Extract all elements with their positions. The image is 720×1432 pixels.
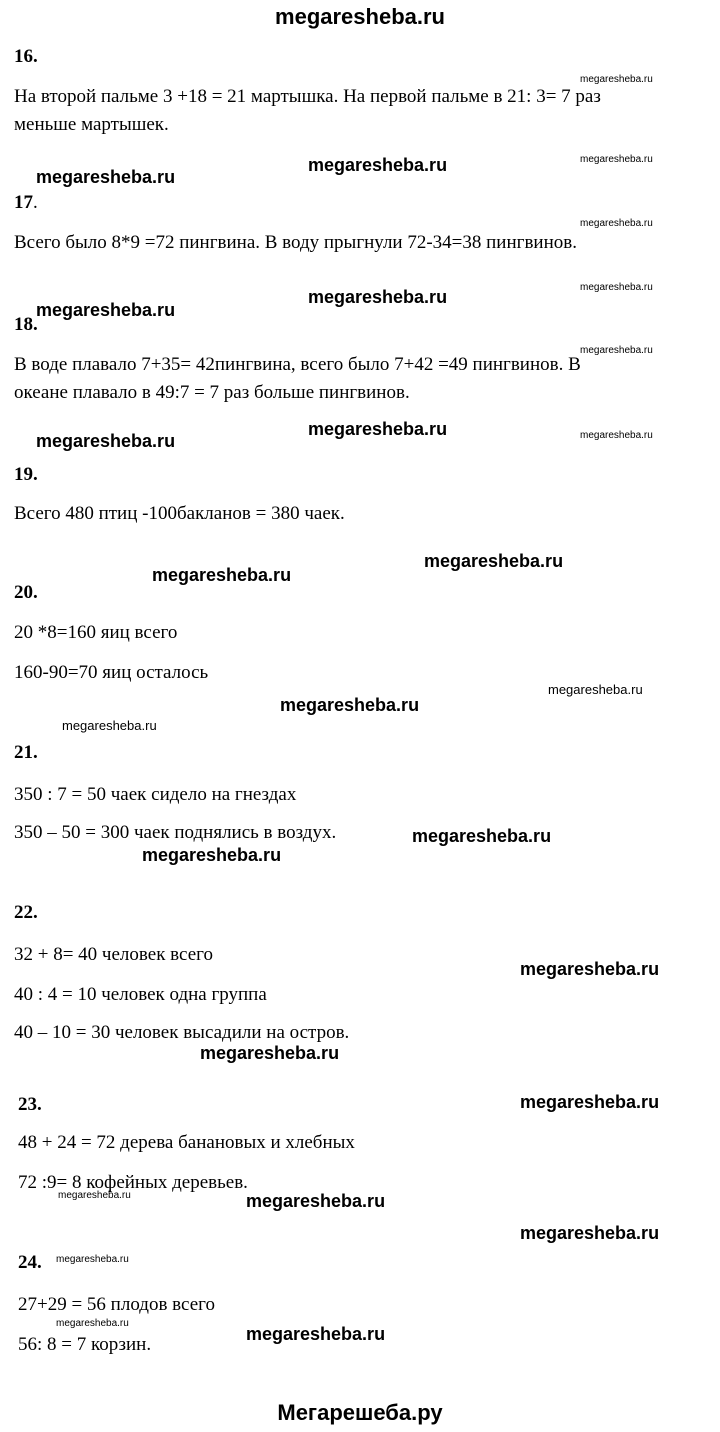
watermark: megaresheba.ru: [520, 1092, 660, 1112]
problem-number-16: 16.: [14, 46, 38, 67]
problem-24-line-1: 27+29 = 56 плодов всего: [18, 1294, 215, 1315]
problem-21-line-1: 350 : 7 = 50 чаек сидело на гнездах: [14, 784, 297, 805]
problem-19-line-1: Всего 480 птиц -100бакланов = 380 чаек.: [14, 503, 345, 524]
watermark: megaresheba.ru: [580, 74, 653, 85]
watermark: megaresheba.ru: [548, 682, 643, 697]
problem-21-line-2: 350 – 50 = 300 чаек поднялись в воздух.: [14, 822, 337, 843]
watermark: megaresheba.ru: [580, 282, 653, 293]
watermark: megaresheba.ru: [56, 1318, 129, 1329]
problem-number-18: 18.: [14, 314, 38, 335]
problem-number-19: 19.: [14, 464, 38, 485]
watermark: megaresheba.ru: [36, 431, 176, 451]
problem-number-17: 17.: [14, 192, 38, 213]
problem-number-21: 21.: [14, 742, 38, 763]
watermark: megaresheba.ru: [424, 551, 564, 571]
problem-22-line-2: 40 : 4 = 10 человек одна группа: [14, 984, 267, 1005]
watermark: megaresheba.ru: [520, 1223, 660, 1243]
problem-24-line-2: 56: 8 = 7 корзин.: [18, 1334, 152, 1355]
watermark: megaresheba.ru: [580, 345, 653, 356]
problem-17-line-1: Всего было 8*9 =72 пингвина. В воду прыгнули 72-34=38 пингвинов.: [14, 232, 577, 253]
watermark: megaresheba.ru: [62, 718, 157, 733]
problem-22-line-1: 32 + 8= 40 человек всего: [14, 944, 213, 965]
problem-number-23: 23.: [18, 1094, 42, 1115]
problem-22-line-3: 40 – 10 = 30 человек высадили на остров.: [14, 1022, 350, 1043]
watermark: megaresheba.ru: [56, 1254, 129, 1265]
watermark: megaresheba.ru: [308, 419, 448, 439]
watermark: megaresheba.ru: [36, 167, 176, 187]
problem-16-line-1: На второй пальме 3 +18 = 21 мартышка. На первой пальме в 21: 3= 7 раз: [14, 86, 601, 107]
watermark: megaresheba.ru: [152, 565, 292, 585]
watermark: megaresheba.ru: [246, 1324, 386, 1344]
watermark: megaresheba.ru: [246, 1191, 386, 1211]
problem-23-line-2: 72 :9= 8 кофейных деревьев.: [18, 1172, 248, 1193]
problem-number-22: 22.: [14, 902, 38, 923]
watermark: megaresheba.ru: [58, 1190, 131, 1201]
problem-number-24: 24.: [18, 1252, 42, 1273]
watermark: megaresheba.ru: [142, 845, 282, 865]
problem-20-line-1: 20 *8=160 яиц всего: [14, 622, 178, 643]
watermark: megaresheba.ru: [280, 695, 420, 715]
problem-16-line-2: меньше мартышек.: [14, 114, 169, 135]
watermark: megaresheba.ru: [520, 959, 660, 979]
problem-20-line-2: 160-90=70 яиц осталось: [14, 662, 209, 683]
watermark: megaresheba.ru: [580, 218, 653, 229]
watermark: megaresheba.ru: [580, 154, 653, 165]
problem-23-line-1: 48 + 24 = 72 дерева банановых и хлебных: [18, 1132, 355, 1153]
watermark: megaresheba.ru: [36, 300, 176, 320]
watermark: megaresheba.ru: [308, 155, 448, 175]
problem-18-line-1: В воде плавало 7+35= 42пингвина, всего было 7+42 =49 пингвинов. В: [14, 354, 581, 375]
site-footer: Мегарешеба.ру: [277, 1400, 443, 1425]
watermark: megaresheba.ru: [412, 826, 552, 846]
watermark: megaresheba.ru: [200, 1043, 340, 1063]
watermark: megaresheba.ru: [580, 430, 653, 441]
watermark: megaresheba.ru: [308, 287, 448, 307]
site-header: megaresheba.ru: [275, 4, 445, 29]
problem-number-20: 20.: [14, 582, 38, 603]
problem-18-line-2: океане плавало в 49:7 = 7 раз больше пингвинов.: [14, 382, 410, 403]
